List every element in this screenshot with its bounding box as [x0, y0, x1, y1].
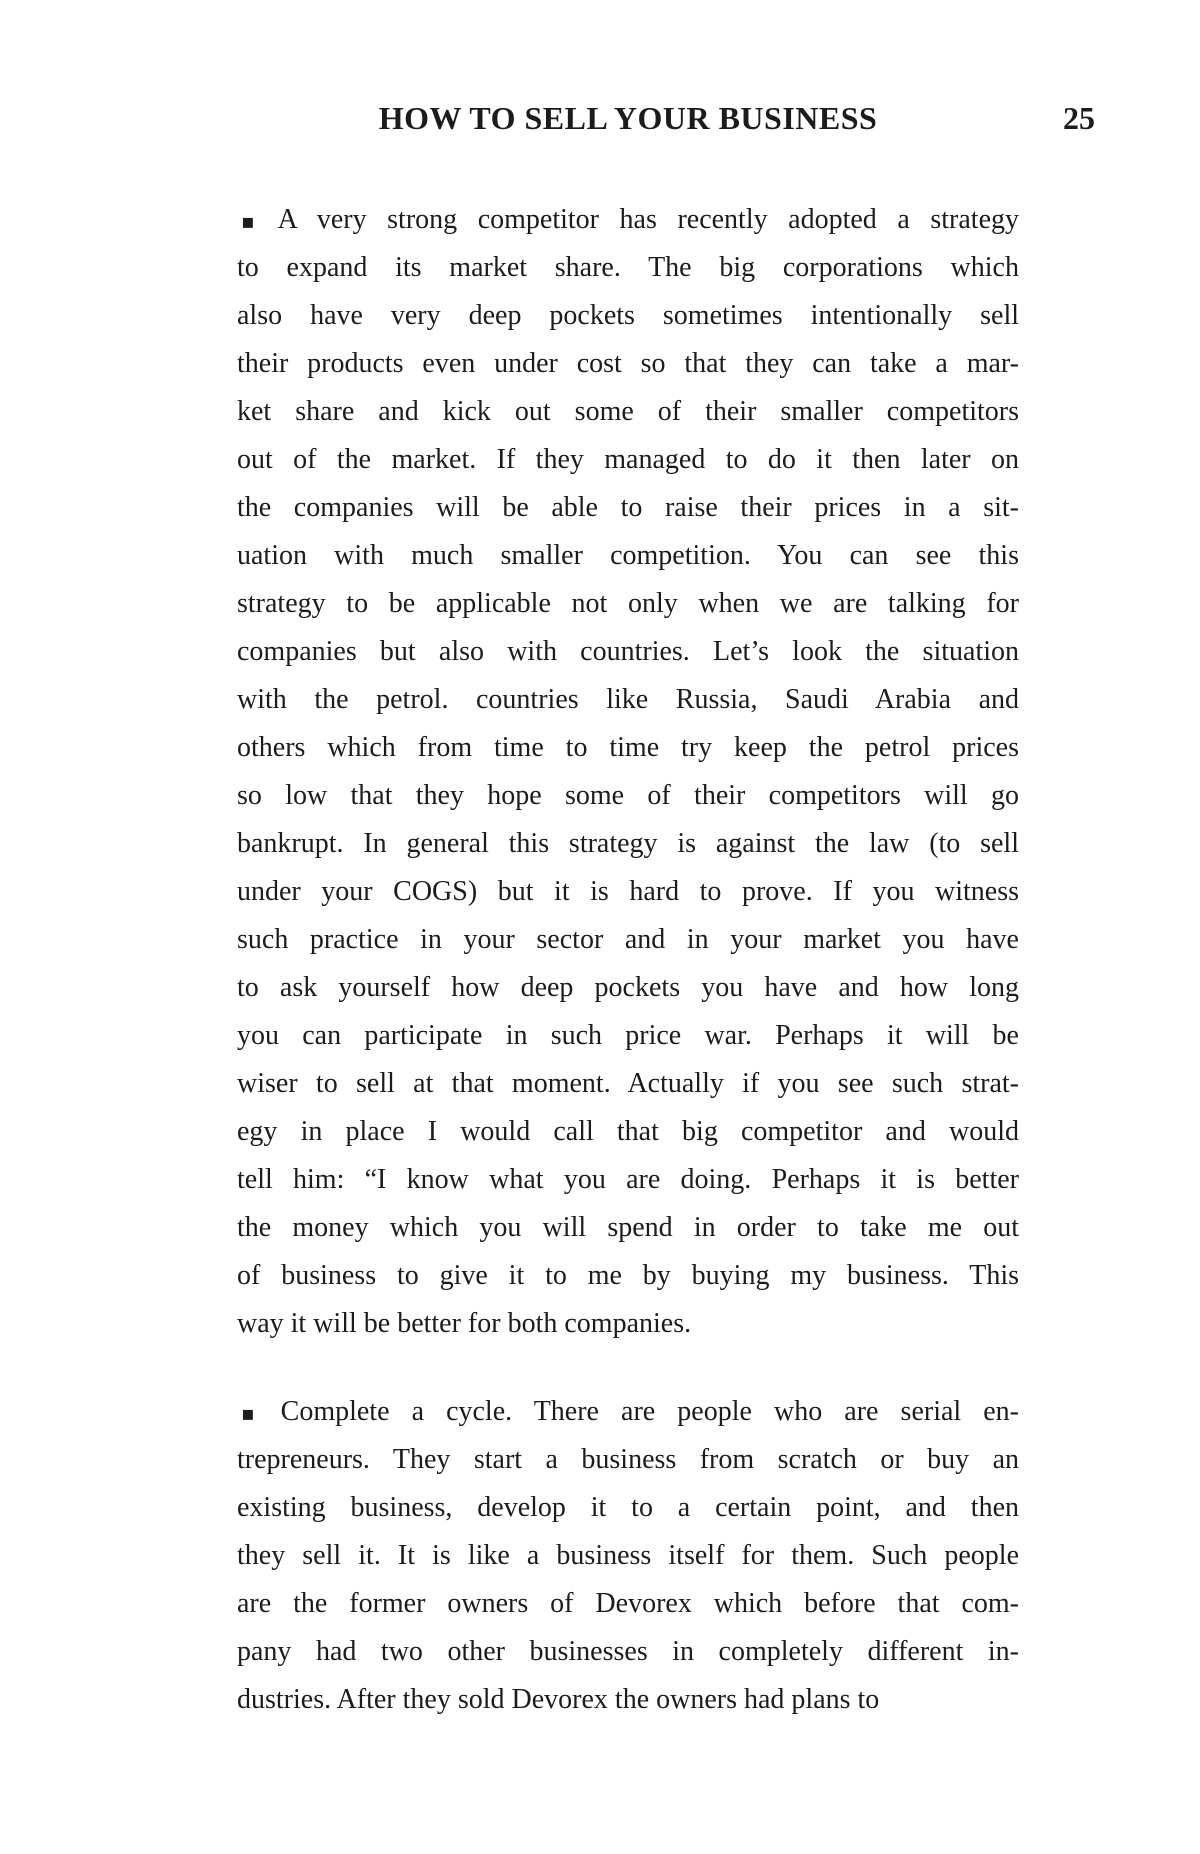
text-line: trepreneurs. They start a business from scratch or buy an [237, 1444, 1019, 1475]
text-line: to ask yourself how deep pockets you have and how long [237, 972, 1019, 1003]
text-line: dustries. After they sold Devorex the owners had plans to [237, 1684, 880, 1715]
text-line: ket share and kick out some of their smaller competitors [237, 396, 1019, 427]
bullet-icon: ▪ [241, 1401, 255, 1425]
paragraph-2 [237, 1388, 1019, 1724]
text-line: strategy to be applicable not only when we are talking for [237, 588, 1019, 619]
text-block [237, 196, 1019, 1724]
text-line: the companies will be able to raise their prices in a sit- [237, 492, 1019, 523]
paragraph-1 [237, 196, 1019, 1348]
text-line: pany had two other businesses in completely different in- [237, 1636, 1019, 1667]
text-line: others which from time to time try keep the petrol prices [237, 732, 1019, 763]
text-line: ▪ Complete a cycle. There are people who are serial en- [237, 1388, 1019, 1436]
text-line: way it will be better for both companies. [237, 1308, 692, 1339]
text-line: uation with much smaller competition. You can see this [237, 540, 1019, 571]
text-line: to expand its market share. The big corporations which [237, 252, 1019, 283]
text-line: also have very deep pockets sometimes intentionally sell [237, 300, 1019, 331]
text-line: with the petrol. countries like Russia, Saudi Arabia and [237, 684, 1019, 715]
text-line: under your COGS) but it is hard to prove. If you witness [237, 876, 1019, 907]
text-line: their products even under cost so that they can take a mar- [237, 348, 1019, 379]
text-line: of business to give it to me by buying my business. This [237, 1260, 1019, 1291]
text-line: you can participate in such price war. Perhaps it will be [237, 1020, 1019, 1051]
text-line: the money which you will spend in order to take me out [237, 1212, 1019, 1243]
text-line: tell him: “I know what you are doing. Perhaps it is better [237, 1164, 1019, 1195]
text-line: such practice in your sector and in your market you have [237, 924, 1019, 955]
text-line: bankrupt. In general this strategy is against the law (to sell [237, 828, 1019, 859]
text-line: they sell it. It is like a business itself for them. Such people [237, 1540, 1019, 1571]
text-line: egy in place I would call that big competitor and would [237, 1116, 1019, 1147]
text-line: companies but also with countries. Let’s look the situation [237, 636, 1019, 667]
text-line: existing business, develop it to a certain point, and then [237, 1492, 1019, 1523]
text-line: ▪ A very strong competitor has recently adopted a strategy [237, 196, 1019, 244]
text-line: out of the market. If they managed to do it then later on [237, 444, 1019, 475]
page-number: 25 [1063, 100, 1095, 136]
bullet-icon: ▪ [241, 209, 255, 233]
running-head-title: HOW TO SELL YOUR BUSINESS [378, 100, 878, 136]
text-line: so low that they hope some of their competitors will go [237, 780, 1019, 811]
text-line: are the former owners of Devorex which before that com- [237, 1588, 1019, 1619]
text-line: wiser to sell at that moment. Actually if you see such strat- [237, 1068, 1019, 1099]
